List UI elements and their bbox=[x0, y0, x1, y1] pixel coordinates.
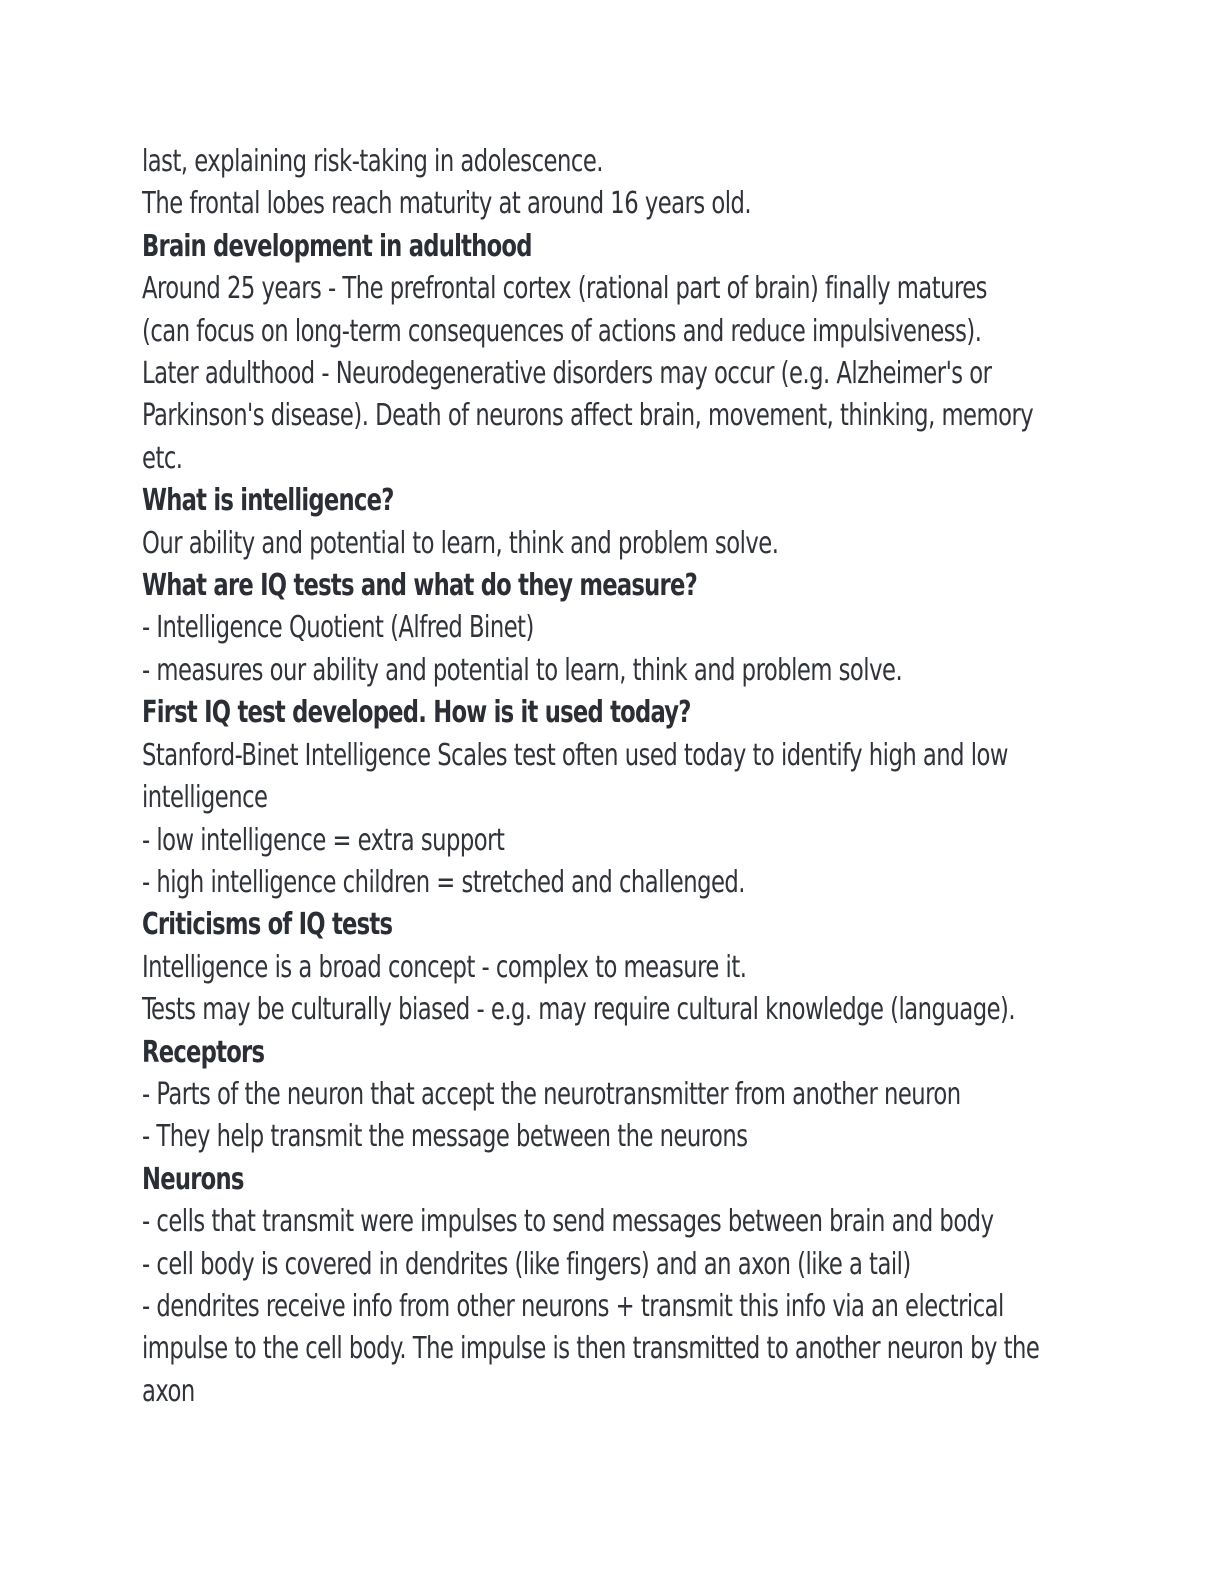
body-text-line: Stanford-Binet Intelligence Scales test often used today to identify high and low bbox=[142, 737, 1008, 773]
section-heading-receptors: Receptors bbox=[142, 1034, 265, 1070]
body-text-line: - Parts of the neuron that accept the neurotransmitter from another neuron bbox=[142, 1076, 961, 1112]
body-text-line: - low intelligence = extra support bbox=[142, 822, 505, 858]
body-text-line: Parkinson's disease). Death of neurons affect brain, movement, thinking, memory bbox=[142, 398, 1034, 434]
body-text-line: - dendrites receive info from other neurons + transmit this info via an electrical bbox=[142, 1288, 1004, 1324]
section-heading-adulthood: Brain development in adulthood bbox=[142, 228, 532, 264]
body-text-line: - cell body is covered in dendrites (like fingers) and an axon (like a tail) bbox=[142, 1246, 911, 1282]
document-page bbox=[142, 141, 1082, 1413]
body-text-line: Our ability and potential to learn, think and problem solve. bbox=[142, 525, 779, 561]
body-text-line: - Intelligence Quotient (Alfred Binet) bbox=[142, 610, 534, 646]
section-heading-iq-tests: What are IQ tests and what do they measure? bbox=[142, 568, 698, 604]
body-text-line: impulse to the cell body. The impulse is then transmitted to another neuron by the bbox=[142, 1331, 1040, 1367]
section-heading-criticisms: Criticisms of IQ tests bbox=[142, 907, 393, 943]
section-heading-intelligence: What is intelligence? bbox=[142, 483, 394, 519]
body-text-line: - measures our ability and potential to learn, think and problem solve. bbox=[142, 652, 903, 688]
body-text-line: - They help transmit the message between the neurons bbox=[142, 1119, 748, 1155]
body-text-line: Intelligence is a broad concept - complex to measure it. bbox=[142, 949, 747, 985]
body-text-line: etc. bbox=[142, 440, 183, 476]
body-text-line: Around 25 years - The prefrontal cortex (rational part of brain) finally matures bbox=[142, 271, 987, 307]
body-text-line: axon bbox=[142, 1373, 195, 1409]
body-text-line: Tests may be culturally biased - e.g. may require cultural knowledge (language). bbox=[142, 992, 1016, 1028]
body-text-line: last, explaining risk-taking in adolescence. bbox=[142, 144, 603, 179]
body-text-line: - high intelligence children = stretched and challenged. bbox=[142, 864, 746, 900]
section-heading-neurons: Neurons bbox=[142, 1161, 244, 1197]
body-text-line: The frontal lobes reach maturity at around 16 years old. bbox=[142, 186, 752, 222]
body-text-line: intelligence bbox=[142, 780, 268, 816]
body-text-line: Later adulthood - Neurodegenerative disorders may occur (e.g. Alzheimer's or bbox=[142, 356, 992, 392]
body-text-line: (can focus on long-term consequences of actions and reduce impulsiveness). bbox=[142, 313, 982, 349]
body-text-line: - cells that transmit were impulses to send messages between brain and body bbox=[142, 1204, 994, 1240]
section-heading-first-iq-test: First IQ test developed. How is it used today? bbox=[142, 695, 691, 731]
